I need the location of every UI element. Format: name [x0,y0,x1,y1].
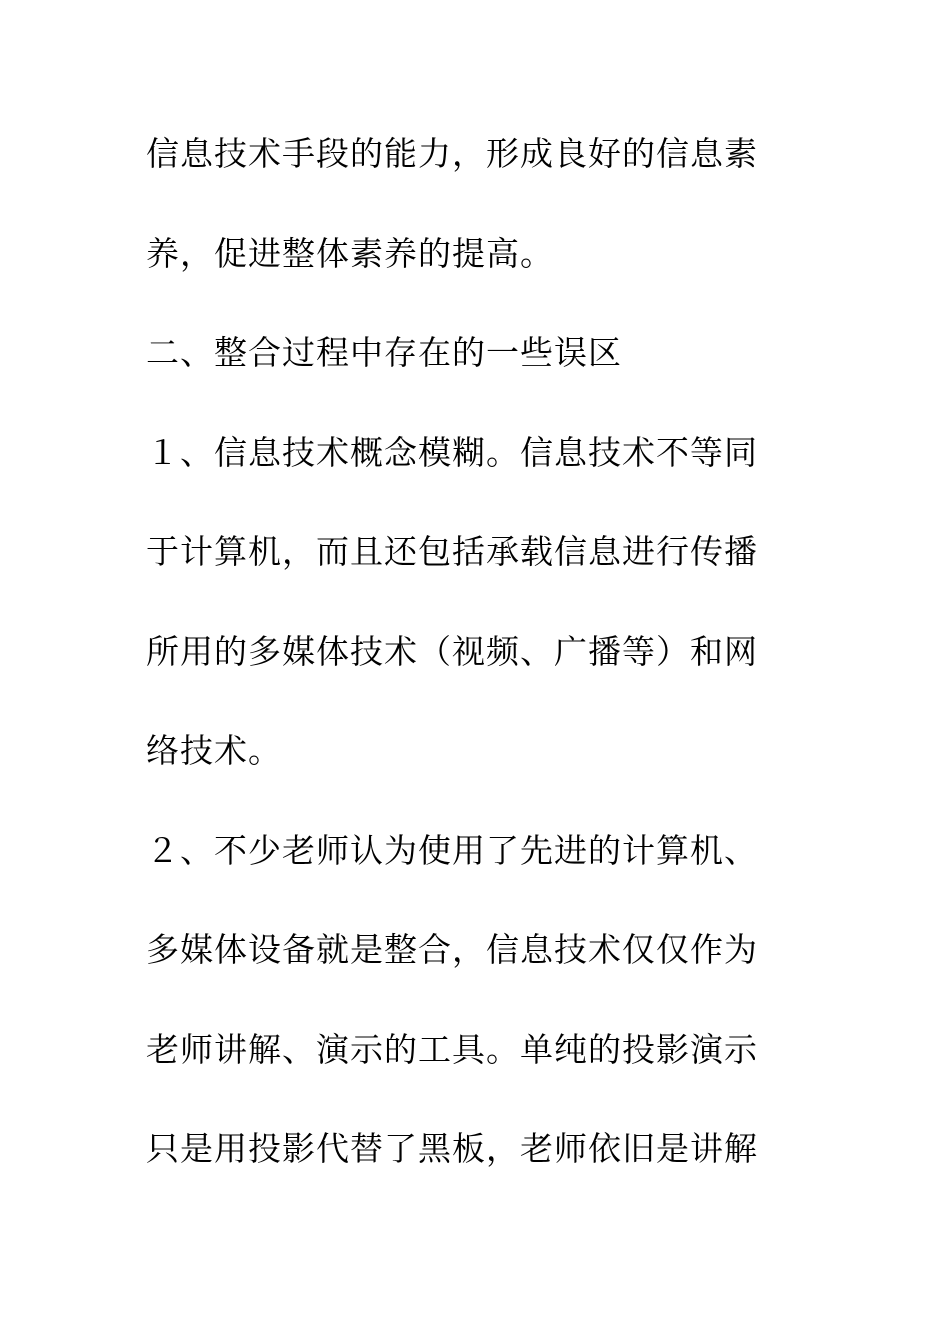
text-line: 信息技术手段的能力，形成良好的信息素 [146,134,758,173]
text-line: 养，促进整体素养的提高。 [146,234,554,273]
text-line: 老师讲解、演示的工具。单纯的投影演示 [146,1030,758,1069]
text-line: １、信息技术概念模糊。信息技术不等同 [146,433,758,472]
text-line: 只是用投影代替了黑板，老师依旧是讲解 [146,1129,758,1168]
text-line: 所用的多媒体技术（视频、广播等）和网 [146,632,758,671]
text-line: 多媒体设备就是整合，信息技术仅仅作为 [146,930,758,969]
text-line: 于计算机，而且还包括承载信息进行传播 [146,532,758,571]
section-heading: 二、整合过程中存在的一些误区 [146,333,622,372]
text-line: ２、不少老师认为使用了先进的计算机、 [146,831,758,870]
text-line: 络技术。 [146,731,282,770]
